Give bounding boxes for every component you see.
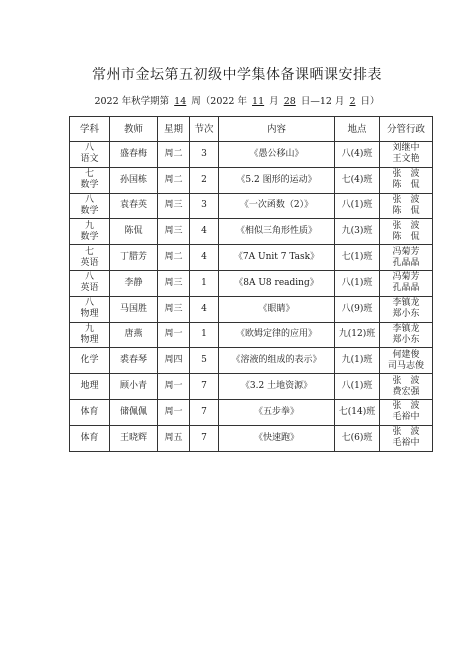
admin-cell-line: 司马志俊 [387,360,424,371]
header-admin: 分管行政 [380,117,433,142]
location-cell: 七(6)班 [335,425,380,451]
admin-cell-line: 毛裕中 [392,412,420,423]
location-cell: 七(1)班 [335,245,380,271]
admin-cell-line: 陈 侃 [392,205,420,216]
header-period: 节次 [190,117,219,142]
content-cell: 《溶液的组成的表示》 [219,348,335,374]
table-row [70,167,433,193]
content-cell: 《五步拳》 [219,399,335,425]
admin-cell-line: 张 波 [392,427,420,438]
table-row [70,193,433,219]
subject-cell-line: 数学 [80,231,99,242]
location-cell: 九(1)班 [335,348,380,374]
admin-cell [380,425,433,451]
weekday-cell: 周二 [158,167,190,193]
subject-cell-line: 英语 [80,257,99,268]
period-cell: 4 [190,245,219,271]
admin-cell-line: 孔晶晶 [392,283,420,294]
subject-cell-line: 八 [84,298,94,309]
content-cell: 《欧姆定律的应用》 [219,322,335,348]
teacher-cell: 盛春梅 [110,142,158,168]
admin-cell-line: 李镇龙 [392,298,420,309]
admin-cell-line: 冯菊芳 [392,246,420,257]
table-row [70,219,433,245]
location-cell: 九(12)班 [335,322,380,348]
header-location: 地点 [335,117,380,142]
period-cell: 5 [190,348,219,374]
admin-cell [380,296,433,322]
teacher-cell: 马国胜 [110,296,158,322]
content-cell: 《3.2 土地资源》 [219,374,335,400]
schedule-table [69,116,433,452]
content-cell: 《7A Unit 7 Task》 [219,245,335,271]
admin-cell-line: 陈 侃 [392,180,420,191]
subject-cell [70,425,110,451]
weekday-cell: 周二 [158,142,190,168]
period-cell: 3 [190,142,219,168]
subject-cell-line: 数学 [80,205,99,216]
table-row [70,374,433,400]
subject-cell [70,348,110,374]
teacher-cell: 陈侃 [110,219,158,245]
content-cell: 《快速跑》 [219,425,335,451]
subject-cell [70,296,110,322]
period-cell: 4 [190,296,219,322]
subject-cell-line: 七 [84,246,94,257]
admin-cell-line: 王文艳 [392,154,420,165]
subject-cell [70,193,110,219]
subject-cell-line: 九 [84,220,94,231]
admin-cell [380,322,433,348]
admin-cell [380,374,433,400]
subject-cell-line: 八 [84,272,94,283]
content-cell: 《5.2 图形的运动》 [219,167,335,193]
location-cell: 八(1)班 [335,193,380,219]
admin-cell-line: 费宏强 [392,386,420,397]
header-row [70,117,433,142]
admin-cell-line: 冯菊芳 [392,272,420,283]
teacher-cell: 孙国栋 [110,167,158,193]
admin-cell [380,399,433,425]
table-row [70,270,433,296]
location-cell: 八(4)班 [335,142,380,168]
location-cell: 八(9)班 [335,296,380,322]
table-row [70,245,433,271]
subject-cell [70,167,110,193]
subject-cell-line: 物理 [80,309,99,320]
admin-cell-line: 张 波 [392,169,420,180]
subject-cell [70,322,110,348]
admin-cell-line: 张 波 [392,194,420,205]
content-cell: 《相似三角形性质》 [219,219,335,245]
teacher-cell: 唐燕 [110,322,158,348]
header-subject: 学科 [70,117,110,142]
period-cell: 7 [190,425,219,451]
subject-cell [70,219,110,245]
subject-cell [70,399,110,425]
weekday-cell: 周一 [158,399,190,425]
admin-cell [380,270,433,296]
location-cell: 九(3)班 [335,219,380,245]
week-number: 14 [174,96,187,107]
period-cell: 7 [190,374,219,400]
weekday-cell: 周一 [158,322,190,348]
weekday-cell: 周三 [158,270,190,296]
weekday-cell: 周四 [158,348,190,374]
subject-cell-line: 英语 [80,283,99,294]
weekday-cell: 周一 [158,374,190,400]
admin-cell [380,348,433,374]
week-mid: 周（2022 年 [191,96,247,107]
subject-cell-line: 八 [84,143,94,154]
subject-cell-line: 九 [84,323,94,334]
admin-cell-line: 毛裕中 [392,438,420,449]
admin-cell-line: 张 波 [392,375,420,386]
admin-cell-line: 张 波 [392,220,420,231]
table-row [70,399,433,425]
admin-cell-line: 陈 侃 [392,231,420,242]
admin-cell-line: 刘继中 [392,143,420,154]
location-cell: 七(14)班 [335,399,380,425]
admin-cell [380,219,433,245]
period-cell: 7 [190,399,219,425]
subject-cell [70,245,110,271]
period-cell: 1 [190,270,219,296]
table-row [70,322,433,348]
start-day-unit: 日—12 月 [300,96,345,107]
period-cell: 1 [190,322,219,348]
header-weekday: 星期 [158,117,190,142]
start-month-unit: 月 [269,96,279,107]
subject-cell-line: 化学 [80,355,99,366]
subject-cell [70,142,110,168]
end-day: 2 [349,96,356,107]
subject-cell-line: 八 [84,194,94,205]
period-cell: 2 [190,167,219,193]
content-cell: 《8A U8 reading》 [219,270,335,296]
table-row [70,296,433,322]
weekday-cell: 周三 [158,193,190,219]
subject-cell-line: 语文 [80,154,99,165]
subject-cell-line: 体育 [80,406,99,417]
location-cell: 七(4)班 [335,167,380,193]
admin-cell-line: 孔晶晶 [392,257,420,268]
weekday-cell: 周二 [158,245,190,271]
subject-cell-line: 体育 [80,432,99,443]
admin-cell-line: 郑小东 [392,334,420,345]
weekday-cell: 周三 [158,296,190,322]
table-row [70,142,433,168]
admin-cell-line: 郑小东 [392,309,420,320]
admin-cell-line: 张 波 [392,401,420,412]
teacher-cell: 袁春英 [110,193,158,219]
week-line [0,93,474,107]
weekday-cell: 周三 [158,219,190,245]
subject-cell-line: 物理 [80,334,99,345]
location-cell: 八(1)班 [335,374,380,400]
teacher-cell: 储佩佩 [110,399,158,425]
start-month: 11 [252,96,265,107]
week-prefix: 2022 年秋学期第 [94,96,170,107]
header-content: 内容 [219,117,335,142]
period-cell: 3 [190,193,219,219]
admin-cell [380,193,433,219]
subject-cell [70,374,110,400]
subject-cell [70,270,110,296]
subject-cell-line: 地理 [80,381,99,392]
page-title: 常州市金坛第五初级中学集体备课晒课安排表 [92,67,382,83]
subject-cell-line: 七 [84,169,94,180]
period-cell: 4 [190,219,219,245]
teacher-cell: 李静 [110,270,158,296]
end-suffix: 日） [360,96,380,107]
teacher-cell: 丁腊芳 [110,245,158,271]
table-row [70,425,433,451]
admin-cell [380,245,433,271]
weekday-cell: 周五 [158,425,190,451]
admin-cell [380,142,433,168]
content-cell: 《一次函数（2）》 [219,193,335,219]
admin-cell-line: 何建俊 [392,349,420,360]
start-day: 28 [283,96,296,107]
location-cell: 八(1)班 [335,270,380,296]
table-row [70,348,433,374]
content-cell: 《愚公移山》 [219,142,335,168]
teacher-cell: 顾小青 [110,374,158,400]
teacher-cell: 王晓辉 [110,425,158,451]
admin-cell [380,167,433,193]
teacher-cell: 裘春琴 [110,348,158,374]
subject-cell-line: 数学 [80,180,99,191]
header-teacher: 教师 [110,117,158,142]
admin-cell-line: 李镇龙 [392,323,420,334]
content-cell: 《眼睛》 [219,296,335,322]
